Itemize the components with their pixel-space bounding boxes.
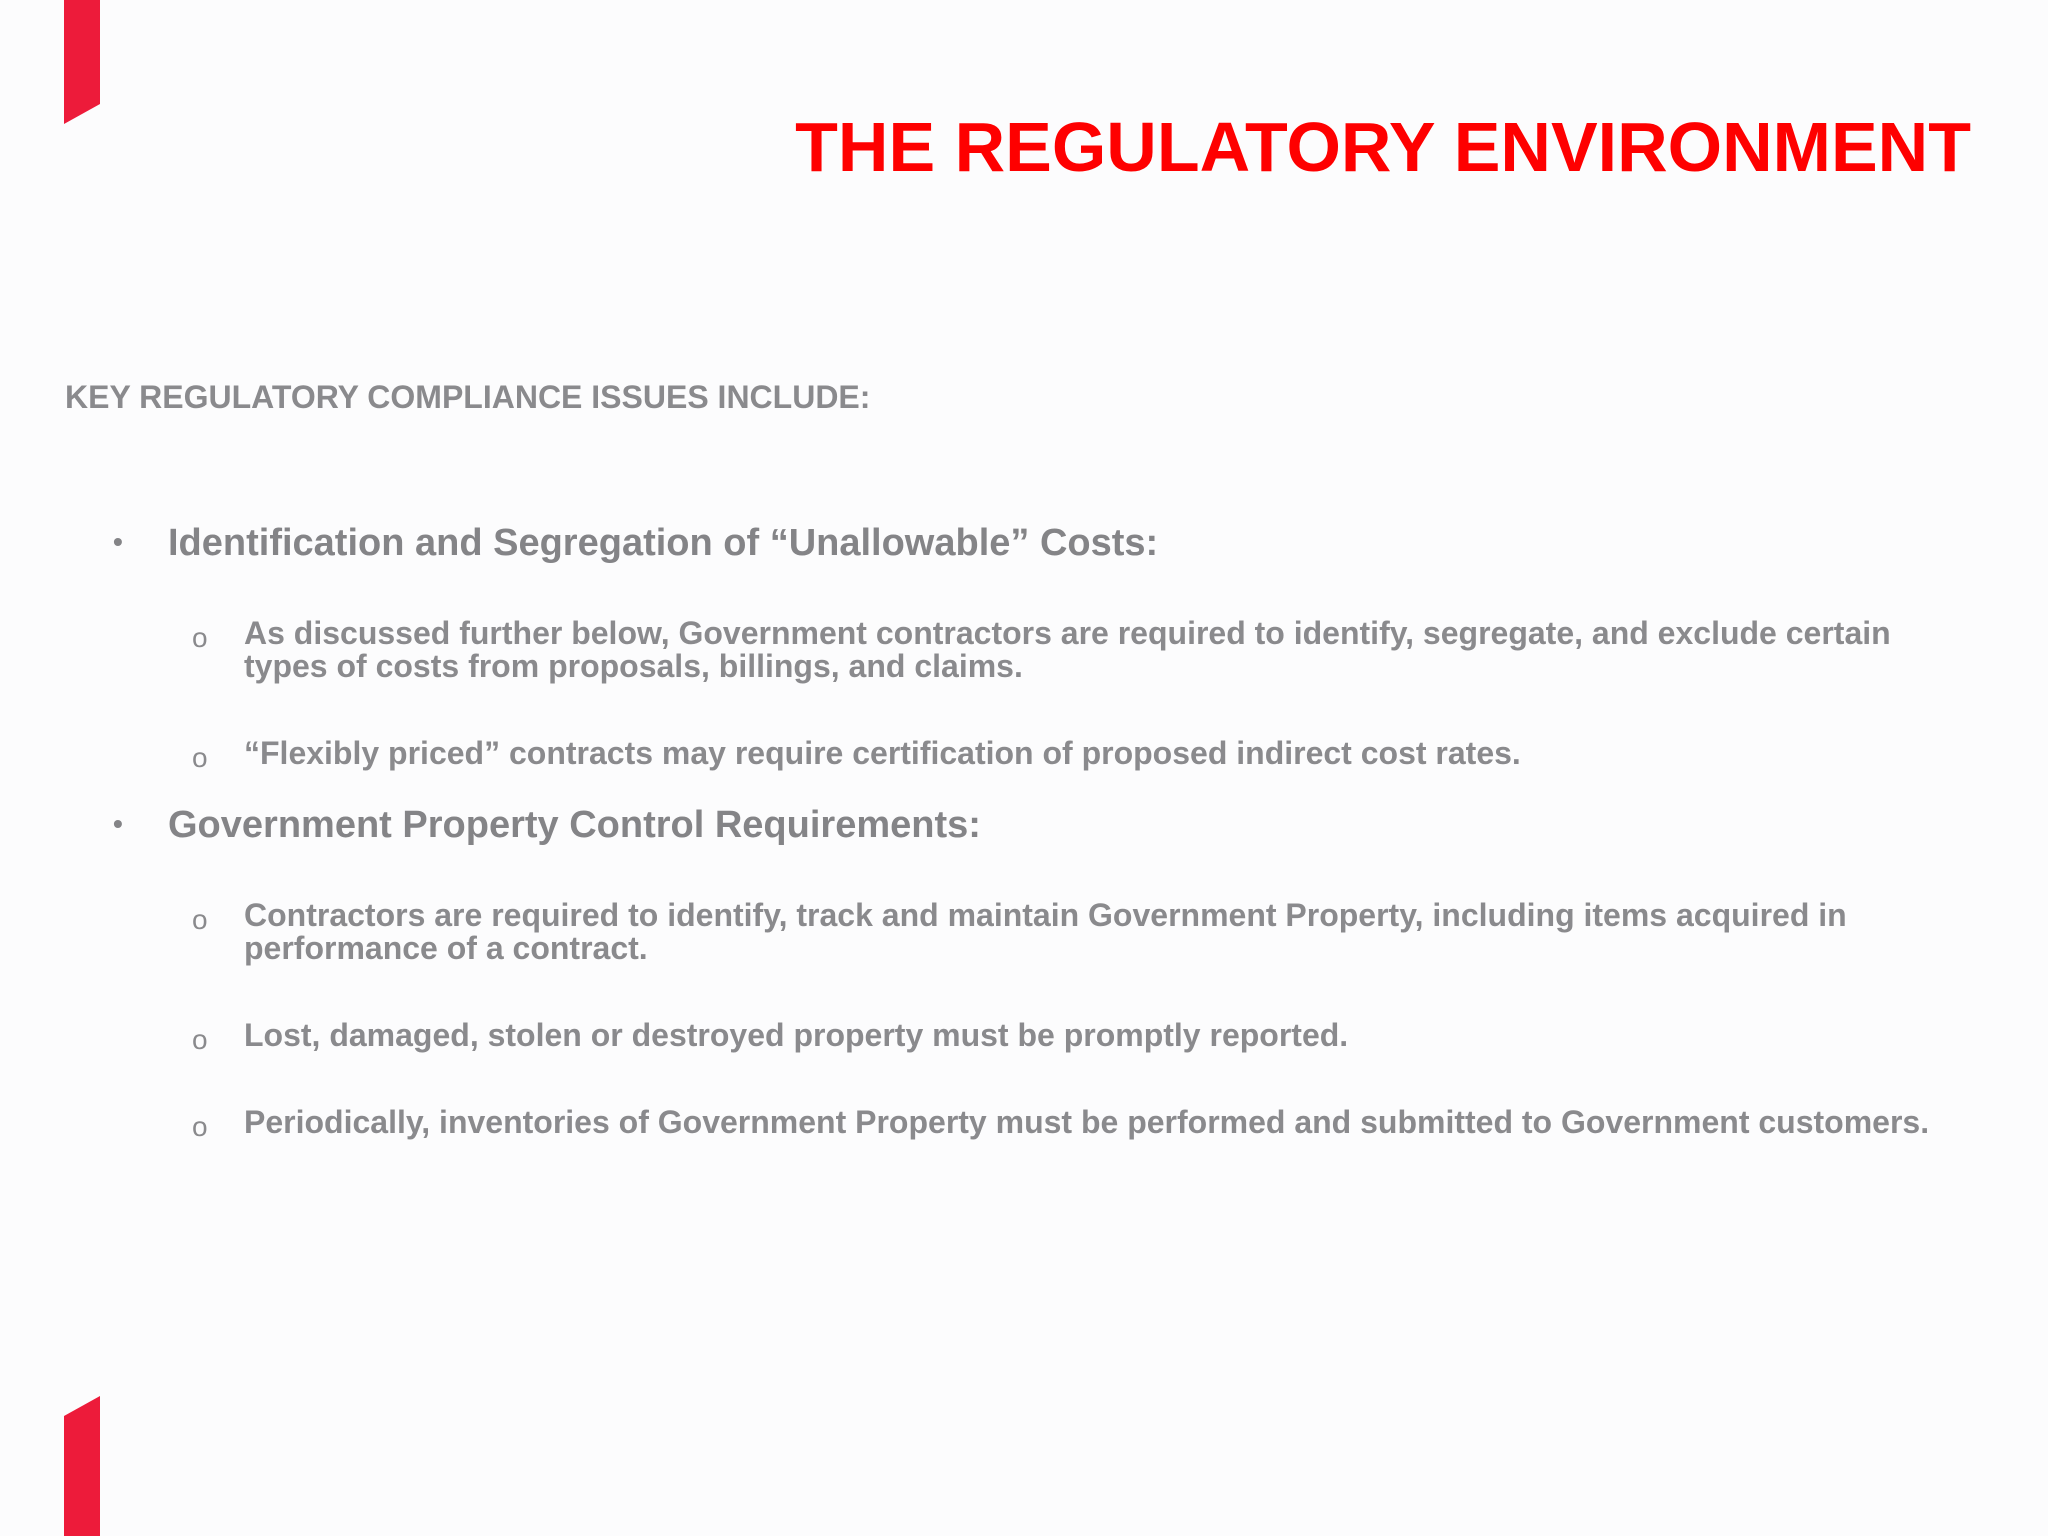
hollow-bullet-icon: o bbox=[192, 904, 208, 935]
list-item bbox=[192, 617, 1982, 683]
bullet-icon: • bbox=[113, 808, 123, 839]
section-heading-text: Identification and Segregation of “Unallowable” Costs: bbox=[168, 522, 1159, 564]
list-item-text: “Flexibly priced” contracts may require certification of proposed indirect cost rates. bbox=[244, 735, 1521, 771]
section-heading-unallowable-costs bbox=[113, 524, 1158, 562]
top-accent-bar bbox=[64, 0, 100, 124]
section-heading-government-property bbox=[113, 806, 981, 844]
list-item bbox=[192, 1104, 1982, 1142]
list-item-text: Contractors are required to identify, track and maintain Government Property, including items acquired in performance of a contract. bbox=[244, 897, 1847, 966]
intro-heading: KEY REGULATORY COMPLIANCE ISSUES INCLUDE: bbox=[65, 379, 871, 415]
list-item bbox=[192, 1017, 1982, 1055]
hollow-bullet-icon: o bbox=[192, 742, 208, 773]
slide-title: THE REGULATORY ENVIRONMENT bbox=[795, 108, 1971, 186]
section-heading-text: Government Property Control Requirements: bbox=[168, 804, 981, 846]
hollow-bullet-icon: o bbox=[192, 622, 208, 653]
list-item-text: Periodically, inventories of Government Property must be performed and submitted to Government customers. bbox=[244, 1104, 1930, 1140]
list-item-text: As discussed further below, Government contractors are required to identify, segregate, and exclude certain types of costs from proposals, billings, and claims. bbox=[244, 615, 1891, 684]
list-item-text: Lost, damaged, stolen or destroyed property must be promptly reported. bbox=[244, 1017, 1349, 1053]
bottom-accent-bar bbox=[64, 1396, 100, 1536]
list-item bbox=[192, 899, 1982, 965]
hollow-bullet-icon: o bbox=[192, 1111, 208, 1142]
hollow-bullet-icon: o bbox=[192, 1024, 208, 1055]
bullet-icon: • bbox=[113, 526, 123, 557]
list-item bbox=[192, 735, 1982, 773]
